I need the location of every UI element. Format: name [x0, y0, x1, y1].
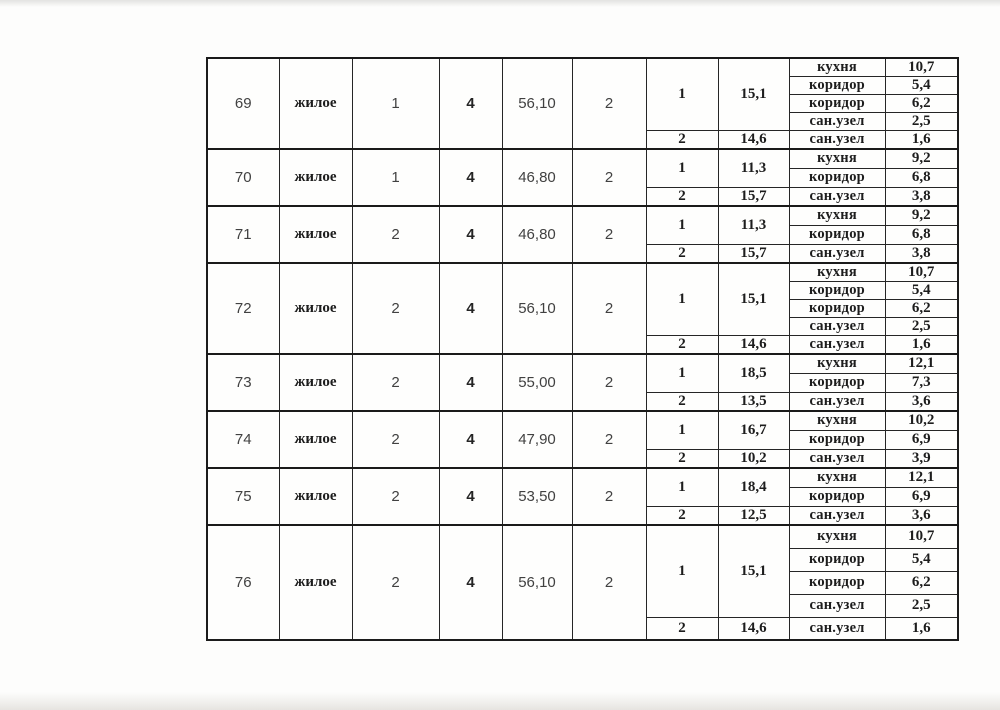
- apartment-number: 74: [207, 411, 279, 468]
- room-part-area: 9,2: [885, 149, 958, 168]
- apartment-col3: 2: [352, 206, 439, 263]
- apartment-number: 76: [207, 525, 279, 640]
- room-part-area: 2,5: [885, 113, 958, 131]
- apartment-col6: 2: [572, 263, 646, 354]
- apartment-number: 73: [207, 354, 279, 411]
- room-part-name: кухня: [789, 149, 885, 168]
- room-part-area: 12,1: [885, 468, 958, 487]
- apartment-number: 72: [207, 263, 279, 354]
- room-part-name: сан.узел: [789, 449, 885, 468]
- apartment-col6: 2: [572, 411, 646, 468]
- room-area: 14,6: [718, 617, 789, 640]
- room-number: 2: [646, 131, 718, 150]
- room-part-area: 12,1: [885, 354, 958, 373]
- room-part-area: 2,5: [885, 318, 958, 336]
- table-row: [207, 525, 958, 548]
- room-part-area: 5,4: [885, 282, 958, 300]
- room-number: 2: [646, 187, 718, 206]
- table-row: [207, 468, 958, 487]
- room-part-name: коридор: [789, 282, 885, 300]
- apartment-col4: 4: [439, 149, 502, 206]
- table-row: [207, 149, 958, 168]
- apartment-total-area: 56,10: [502, 525, 572, 640]
- room-area: 12,5: [718, 506, 789, 525]
- room-part-area: 1,6: [885, 131, 958, 150]
- room-number: 1: [646, 206, 718, 244]
- room-number: 2: [646, 244, 718, 263]
- room-part-area: 6,9: [885, 430, 958, 449]
- room-area: 11,3: [718, 149, 789, 187]
- apartment-total-area: 47,90: [502, 411, 572, 468]
- apartment-total-area: 46,80: [502, 149, 572, 206]
- room-area: 18,5: [718, 354, 789, 392]
- apartment-col4: 4: [439, 468, 502, 525]
- room-number: 2: [646, 336, 718, 355]
- table-row: [207, 58, 958, 77]
- room-part-name: сан.узел: [789, 617, 885, 640]
- room-part-area: 3,6: [885, 506, 958, 525]
- room-part-area: 3,6: [885, 392, 958, 411]
- room-part-name: коридор: [789, 225, 885, 244]
- room-part-area: 6,2: [885, 95, 958, 113]
- room-area: 18,4: [718, 468, 789, 506]
- room-area: 15,1: [718, 525, 789, 617]
- apartment-type: жилое: [279, 206, 352, 263]
- table-row: [207, 354, 958, 373]
- room-part-name: сан.узел: [789, 506, 885, 525]
- room-part-area: 6,2: [885, 571, 958, 594]
- room-part-name: коридор: [789, 95, 885, 113]
- table-row: [207, 206, 958, 225]
- room-part-area: 10,7: [885, 58, 958, 77]
- apartment-col4: 4: [439, 58, 502, 149]
- apartment-col4: 4: [439, 525, 502, 640]
- apartment-col6: 2: [572, 149, 646, 206]
- room-part-name: коридор: [789, 300, 885, 318]
- apartment-col6: 2: [572, 525, 646, 640]
- apartment-total-area: 55,00: [502, 354, 572, 411]
- apartment-col3: 1: [352, 58, 439, 149]
- room-part-area: 3,8: [885, 244, 958, 263]
- room-part-area: 5,4: [885, 548, 958, 571]
- apartment-number: 69: [207, 58, 279, 149]
- room-number: 1: [646, 411, 718, 449]
- room-part-name: сан.узел: [789, 594, 885, 617]
- room-area: 15,7: [718, 244, 789, 263]
- apartment-col4: 4: [439, 354, 502, 411]
- room-number: 1: [646, 354, 718, 392]
- room-part-name: сан.узел: [789, 392, 885, 411]
- room-part-name: сан.узел: [789, 244, 885, 263]
- apartment-col6: 2: [572, 354, 646, 411]
- room-area: 16,7: [718, 411, 789, 449]
- apartment-col6: 2: [572, 58, 646, 149]
- table-row: [207, 263, 958, 282]
- apartment-type: жилое: [279, 468, 352, 525]
- room-part-name: сан.узел: [789, 187, 885, 206]
- room-part-area: 6,8: [885, 168, 958, 187]
- apartment-number: 75: [207, 468, 279, 525]
- room-part-area: 6,8: [885, 225, 958, 244]
- room-number: 1: [646, 149, 718, 187]
- apartment-total-area: 56,10: [502, 58, 572, 149]
- apartment-col6: 2: [572, 206, 646, 263]
- apartment-total-area: 56,10: [502, 263, 572, 354]
- room-part-name: коридор: [789, 373, 885, 392]
- room-part-area: 3,9: [885, 449, 958, 468]
- room-part-name: сан.узел: [789, 113, 885, 131]
- room-part-area: 6,9: [885, 487, 958, 506]
- room-part-area: 10,7: [885, 263, 958, 282]
- room-area: 14,6: [718, 131, 789, 150]
- apartments-table-body: [207, 58, 958, 640]
- room-area: 14,6: [718, 336, 789, 355]
- apartment-number: 70: [207, 149, 279, 206]
- room-part-name: сан.узел: [789, 131, 885, 150]
- room-part-name: кухня: [789, 58, 885, 77]
- apartment-type: жилое: [279, 525, 352, 640]
- room-part-name: коридор: [789, 430, 885, 449]
- room-part-area: 7,3: [885, 373, 958, 392]
- room-part-name: коридор: [789, 77, 885, 95]
- room-part-name: кухня: [789, 354, 885, 373]
- room-area: 11,3: [718, 206, 789, 244]
- apartment-number: 71: [207, 206, 279, 263]
- apartment-col3: 2: [352, 525, 439, 640]
- room-part-area: 10,2: [885, 411, 958, 430]
- room-number: 1: [646, 58, 718, 131]
- room-part-area: 1,6: [885, 617, 958, 640]
- room-area: 13,5: [718, 392, 789, 411]
- apartment-col4: 4: [439, 411, 502, 468]
- room-part-area: 10,7: [885, 525, 958, 548]
- room-part-name: коридор: [789, 571, 885, 594]
- room-part-name: кухня: [789, 411, 885, 430]
- room-part-area: 2,5: [885, 594, 958, 617]
- apartment-total-area: 53,50: [502, 468, 572, 525]
- room-number: 2: [646, 506, 718, 525]
- apartment-col3: 2: [352, 354, 439, 411]
- room-number: 1: [646, 263, 718, 336]
- apartment-col3: 2: [352, 411, 439, 468]
- room-part-name: кухня: [789, 263, 885, 282]
- room-area: 15,1: [718, 58, 789, 131]
- room-part-name: сан.узел: [789, 336, 885, 355]
- room-part-name: коридор: [789, 168, 885, 187]
- room-part-area: 6,2: [885, 300, 958, 318]
- apartment-type: жилое: [279, 354, 352, 411]
- room-part-name: кухня: [789, 525, 885, 548]
- room-part-name: кухня: [789, 468, 885, 487]
- apartment-col6: 2: [572, 468, 646, 525]
- apartment-col4: 4: [439, 263, 502, 354]
- room-part-name: сан.узел: [789, 318, 885, 336]
- apartment-col3: 2: [352, 468, 439, 525]
- room-area: 10,2: [718, 449, 789, 468]
- room-number: 2: [646, 617, 718, 640]
- room-part-area: 9,2: [885, 206, 958, 225]
- apartment-type: жилое: [279, 149, 352, 206]
- apartment-type: жилое: [279, 58, 352, 149]
- apartment-col3: 2: [352, 263, 439, 354]
- apartment-col4: 4: [439, 206, 502, 263]
- room-number: 1: [646, 468, 718, 506]
- apartment-type: жилое: [279, 263, 352, 354]
- room-area: 15,1: [718, 263, 789, 336]
- apartment-col3: 1: [352, 149, 439, 206]
- room-number: 1: [646, 525, 718, 617]
- room-part-area: 1,6: [885, 336, 958, 355]
- table-row: [207, 411, 958, 430]
- room-number: 2: [646, 449, 718, 468]
- room-area: 15,7: [718, 187, 789, 206]
- apartment-type: жилое: [279, 411, 352, 468]
- room-part-area: 5,4: [885, 77, 958, 95]
- apartment-total-area: 46,80: [502, 206, 572, 263]
- room-part-name: кухня: [789, 206, 885, 225]
- apartments-table: [206, 57, 959, 641]
- room-part-name: коридор: [789, 487, 885, 506]
- room-part-name: коридор: [789, 548, 885, 571]
- room-number: 2: [646, 392, 718, 411]
- room-part-area: 3,8: [885, 187, 958, 206]
